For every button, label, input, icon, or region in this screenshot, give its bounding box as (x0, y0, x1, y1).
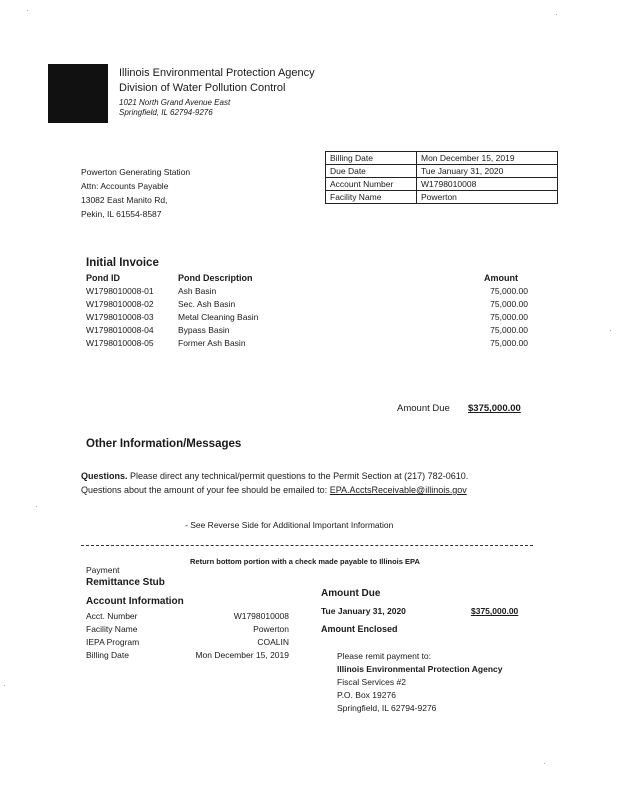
other-info-title: Other Information/Messages (86, 438, 242, 450)
pond-amount: 75,000.00 (490, 286, 528, 296)
billing-label: Due Date (326, 165, 417, 178)
stub-amount-due-label: Amount Due (321, 588, 381, 599)
remit-agency-name: Illinois Environmental Protection Agency (337, 664, 503, 674)
questions-label: Questions. (81, 471, 128, 481)
scan-speck (544, 763, 545, 764)
billing-value: W1798010008 (417, 178, 558, 191)
stub-field-label: Billing Date (86, 650, 129, 660)
scan-speck (27, 10, 28, 11)
cut-line (81, 545, 533, 546)
pond-id: W1798010008-05 (86, 338, 154, 348)
stub-field-value: COALIN (257, 637, 289, 647)
questions-text: Please direct any technical/permit questions to the Permit Section at (217) 782-0610. (130, 471, 469, 481)
remit-line1: Fiscal Services #2 (337, 677, 406, 687)
pond-description: Sec. Ash Basin (178, 299, 236, 309)
billing-row (326, 178, 558, 191)
pond-id: W1798010008-02 (86, 299, 154, 309)
billing-label: Billing Date (326, 152, 417, 165)
stub-amount-due: $375,000.00 (471, 606, 519, 616)
pond-id: W1798010008-01 (86, 286, 154, 296)
questions-line (81, 471, 468, 481)
billing-value: Powerton (417, 191, 558, 204)
pond-description-header: Pond Description (178, 273, 253, 283)
pond-id: W1798010008-04 (86, 325, 154, 335)
billing-label: Account Number (326, 178, 417, 191)
agency-address-line1: 1021 North Grand Avenue East (119, 98, 231, 107)
billing-label: Facility Name (326, 191, 417, 204)
amount-enclosed-label: Amount Enclosed (321, 624, 398, 634)
billing-row (326, 165, 558, 178)
pond-id-header: Pond ID (86, 273, 120, 283)
amount-header: Amount (484, 273, 518, 283)
pond-amount: 75,000.00 (490, 325, 528, 335)
remit-line3: Springfield, IL 62794-9276 (337, 703, 437, 713)
invoice-title: Initial Invoice (86, 257, 159, 269)
scan-speck (36, 506, 37, 507)
email-line (81, 485, 467, 495)
pond-description: Former Ash Basin (178, 338, 246, 348)
payment-label: Payment (86, 565, 120, 575)
pond-amount: 75,000.00 (490, 338, 528, 348)
pond-id: W1798010008-03 (86, 312, 154, 322)
scan-speck (4, 685, 5, 686)
billing-row (326, 191, 558, 204)
recipient-city: Pekin, IL 61554-8587 (81, 209, 162, 219)
email-text: Questions about the amount of your fee should be emailed to: (81, 485, 328, 495)
billing-value: Tue January 31, 2020 (417, 165, 558, 178)
account-info-title: Account Information (86, 596, 184, 607)
pond-amount: 75,000.00 (490, 299, 528, 309)
billing-info-table (325, 151, 558, 204)
receivable-email-link[interactable]: EPA.AcctsReceivable@illinois.gov (329, 485, 467, 495)
amount-due-value: $375,000.00 (468, 403, 521, 414)
remittance-stub-title: Remittance Stub (86, 577, 165, 588)
pond-description: Bypass Basin (178, 325, 230, 335)
stub-field-value: W1798010008 (233, 611, 289, 621)
recipient-name: Powerton Generating Station (81, 167, 191, 177)
return-note: Return bottom portion with a check made payable to Illinois EPA (190, 557, 420, 566)
recipient-attn: Attn: Accounts Payable (81, 181, 169, 191)
billing-row (326, 152, 558, 165)
agency-name: Illinois Environmental Protection Agency (119, 67, 315, 79)
agency-logo (48, 64, 108, 123)
billing-value: Mon December 15, 2019 (417, 152, 558, 165)
stub-due-date: Tue January 31, 2020 (321, 606, 406, 616)
remit-line2: P.O. Box 19276 (337, 690, 396, 700)
pond-description: Ash Basin (178, 286, 217, 296)
division-name: Division of Water Pollution Control (119, 82, 286, 94)
stub-field-label: Facility Name (86, 624, 138, 634)
scan-speck (556, 14, 557, 15)
stub-field-label: IEPA Program (86, 637, 140, 647)
agency-address-line2: Springfield, IL 62794-9276 (119, 108, 213, 117)
reverse-side-note: - See Reverse Side for Additional Important Information (185, 520, 394, 530)
stub-field-label: Acct. Number (86, 611, 138, 621)
remit-label: Please remit payment to: (337, 651, 432, 661)
stub-field-value: Powerton (253, 624, 289, 634)
amount-due-label: Amount Due (397, 403, 450, 414)
pond-description: Metal Cleaning Basin (178, 312, 259, 322)
recipient-street: 13082 East Manito Rd, (81, 195, 168, 205)
stub-field-value: Mon December 15, 2019 (195, 650, 289, 660)
pond-amount: 75,000.00 (490, 312, 528, 322)
scan-speck (610, 330, 611, 331)
